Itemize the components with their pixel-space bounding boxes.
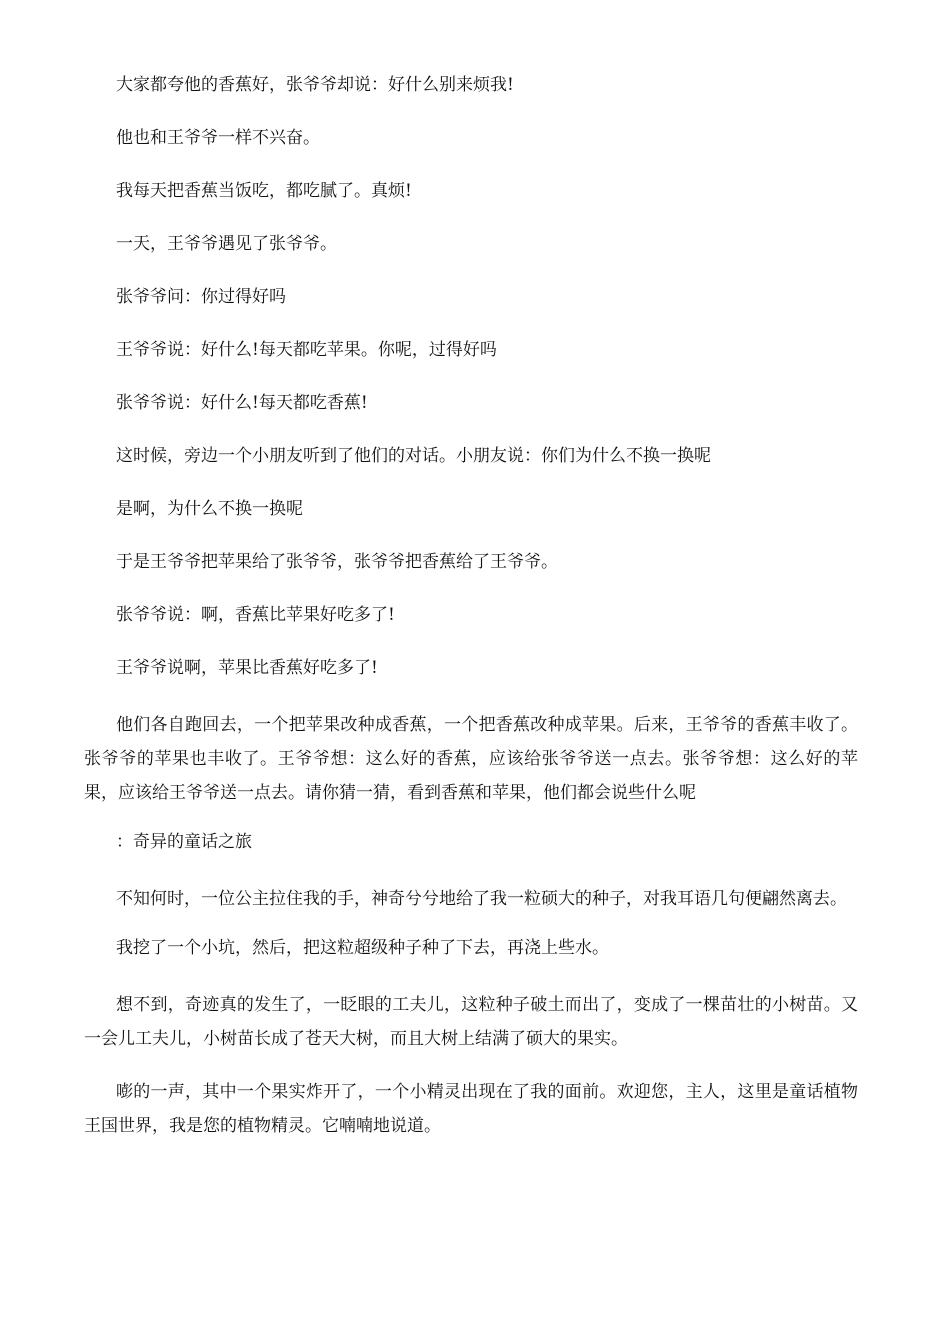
paragraph: 张爷爷说：啊，香蕉比苹果好吃多了!: [116, 605, 395, 625]
paragraph: 是啊，为什么不换一换呢: [116, 499, 303, 519]
paragraph: 这时候，旁边一个小朋友听到了他们的对话。小朋友说：你们为什么不换一换呢: [116, 446, 711, 466]
paragraph: 他们各自跑回去，一个把苹果改种成香蕉，一个把香蕉改种成苹果。后来，王爷爷的香蕉丰收了。张爷爷的苹果也丰收了。王爷爷想：这么好的香蕉，应该给张爷爷送一点去。张爷爷想：这么好的苹果，应该给王爷爷送一点去。请你猜一猜，看到香蕉和苹果，他们都会说些什么呢: [84, 715, 858, 803]
paragraph: 嘭的一声，其中一个果实炸开了，一个小精灵出现在了我的面前。欢迎您，主人，这里是童话植物王国世界，我是您的植物精灵。它喃喃地说道。: [84, 1082, 858, 1136]
paragraph: 不知何时，一位公主拉住我的手，神奇兮兮地给了我一粒硕大的种子，对我耳语几句便翩然离去。: [116, 889, 847, 909]
paragraph: 张爷爷问：你过得好吗: [116, 287, 286, 307]
paragraph: 王爷爷说：好什么!每天都吃苹果。你呢，过得好吗: [116, 340, 497, 360]
paragraph: 于是王爷爷把苹果给了张爷爷，张爷爷把香蕉给了王爷爷。: [116, 552, 558, 572]
paragraph: 我每天把香蕉当饭吃，都吃腻了。真烦!: [116, 181, 412, 201]
paragraph: 我挖了一个小坑，然后，把这粒超级种子种了下去，再浇上些水。: [116, 938, 609, 958]
paragraph: 张爷爷说：好什么!每天都吃香蕉!: [116, 393, 368, 413]
paragraph: 大家都夸他的香蕉好，张爷爷却说：好什么别来烦我!: [116, 75, 514, 95]
section-heading: ：奇异的童话之旅: [116, 832, 252, 852]
paragraph: 一天，王爷爷遇见了张爷爷。: [116, 234, 337, 254]
paragraph: 王爷爷说啊，苹果比香蕉好吃多了!: [116, 658, 378, 678]
paragraph: 他也和王爷爷一样不兴奋。: [116, 128, 320, 148]
paragraph: 想不到，奇迹真的发生了，一眨眼的工夫儿，这粒种子破土而出了，变成了一棵苗壮的小树苗。又一会儿工夫儿，小树苗长成了苍天大树，而且大树上结满了硕大的果实。: [84, 995, 858, 1049]
